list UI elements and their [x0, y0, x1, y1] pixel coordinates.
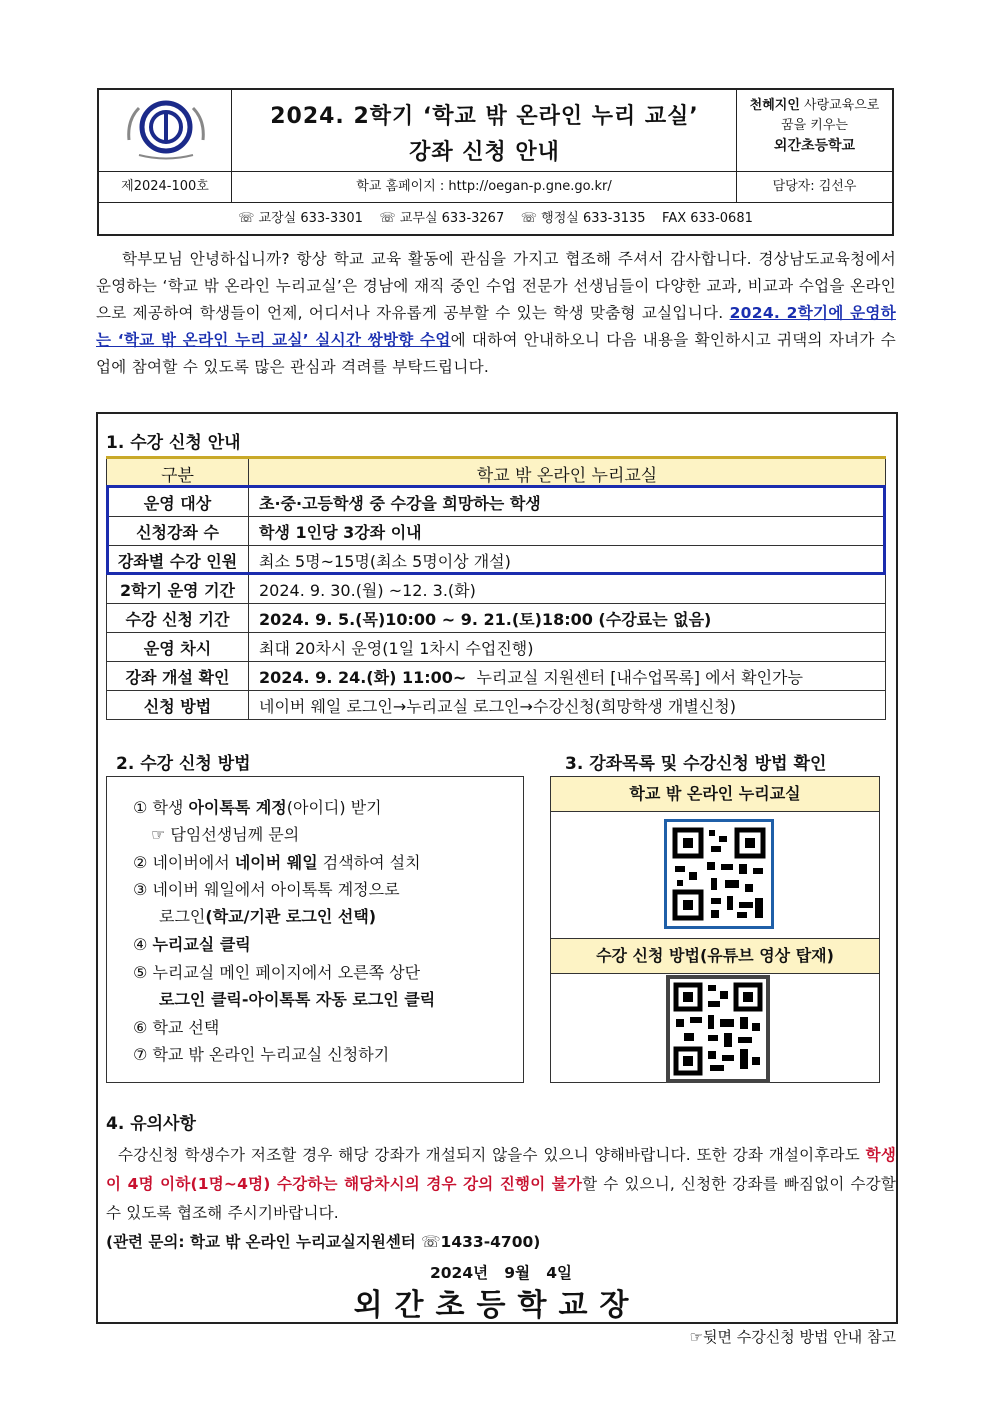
row-value	[249, 662, 886, 691]
doc-number: 제2024-100호	[99, 172, 232, 203]
slogan-rest: 사랑교육으로	[799, 98, 880, 113]
row-key: 신청강좌 수	[107, 517, 249, 546]
manager-name: 담당자: 김선우	[737, 172, 892, 203]
step-text: (아이디) 받기	[286, 798, 382, 817]
step-text-bold: 누리교실 클릭	[152, 935, 251, 954]
step-text: 학생	[152, 798, 189, 817]
step-text: 검색하여 설치	[317, 853, 421, 872]
header-value: 학교 밖 온라인 누리교실	[249, 458, 886, 488]
step-text: 네이버 웨일에서 아이톡톡 계정으로	[152, 880, 400, 899]
row-key: 신청 방법	[107, 691, 249, 720]
qr-pattern-icon	[670, 979, 766, 1079]
step-1	[133, 795, 382, 818]
steps-box	[106, 776, 524, 1083]
section2-title: 2. 수강 신청 방법	[116, 754, 251, 774]
notes-section	[106, 1110, 896, 1288]
step-text: 학교 밖 온라인 누리교실 신청하기	[152, 1045, 390, 1064]
step-number: ⑥	[133, 1018, 148, 1037]
doc-subtitle: 강좌 신청 안내	[409, 140, 560, 165]
row-value: 2024. 9. 30.(월) ~12. 3.(화)	[249, 575, 886, 604]
step-text-bold: 로그인 클릭-아이톡톡 자동 로그인 클릭	[159, 990, 436, 1009]
row-value: 최대 20차시 운영(1일 1차시 수업진행)	[249, 633, 886, 662]
row-key: 운영 대상	[107, 488, 249, 517]
intro-text	[96, 246, 896, 381]
intro-p2: 에 대하여 안내하오니 다음 내용을 확인하시고 귀댁의 자녀가 수업에 참여할 수 있도록 많은 관심과 격려를 부탁드립니다.	[96, 331, 896, 376]
table-row	[107, 691, 886, 720]
row-key: 2학기 운영 기간	[107, 575, 249, 604]
step-5	[133, 960, 420, 983]
doc-title: 2024. 2학기 ‘학교 밖 온라인 누리 교실’	[270, 104, 699, 129]
step-2	[133, 850, 421, 873]
row-value-rest: 누리교실 지원센터 [내수업목록] 에서 확인가능	[466, 667, 803, 687]
row-value: 2024. 9. 5.(목)10:00 ~ 9. 21.(토)18:00 (수강료는 없음)	[249, 604, 886, 633]
logo-cell	[99, 90, 232, 172]
phone-numbers: ☏ 교장실 633-3301 ☏ 교무실 633-3267 ☏ 행정실 633-3135 FAX 633-0681	[238, 211, 753, 226]
title-cell	[232, 90, 737, 172]
row-value-bold: 2024. 9. 24.(화) 11:00~	[259, 667, 467, 687]
step-number: ③	[133, 880, 148, 899]
slogan-cell	[737, 90, 892, 172]
step-text: 학교 선택	[152, 1018, 220, 1037]
table-row	[107, 662, 886, 691]
section4-title: 4. 유의사항	[106, 1114, 196, 1134]
principal-signature: 외간초등학교장	[353, 1288, 641, 1323]
row-key: 수강 신청 기간	[107, 604, 249, 633]
row-value: 학생 1인당 3강좌 이내	[249, 517, 886, 546]
table-row	[107, 575, 886, 604]
step-number: ⑤	[133, 963, 148, 982]
qr1-label[interactable]: 학교 밖 온라인 누리교실	[551, 777, 879, 812]
row-value: 초·중·고등학생 중 수강을 희망하는 학생	[249, 488, 886, 517]
highlight-outline	[106, 485, 886, 575]
step-number: ②	[133, 853, 148, 872]
step-7	[133, 1042, 389, 1065]
step-text: 네이버에서	[152, 853, 235, 872]
step-text-bold: (학교/기관 로그인 선택)	[205, 907, 377, 926]
row-key: 운영 차시	[107, 633, 249, 662]
row-key: 강좌 개설 확인	[107, 662, 249, 691]
slogan-bold: 천혜지인	[749, 98, 800, 113]
header-key: 구분	[107, 458, 249, 488]
intro-highlight: 2024. 2학기에 운영하는 ‘학교 밖 온라인 누리 교실’ 실시간 쌍방향 수업	[96, 304, 896, 349]
step-5-line2	[159, 987, 435, 1010]
qr-code-youtube-icon[interactable]	[666, 975, 770, 1083]
step-number: ⑦	[133, 1045, 148, 1064]
step-3	[133, 877, 400, 900]
notes-text-b: 할 수 있으니, 신청한 강좌를 빠짐없이 수강할 수 있도록 협조해 주시기바랍니다.	[106, 1175, 896, 1222]
table-row	[107, 633, 886, 662]
step-text-bold: 네이버 웨일	[234, 853, 318, 872]
contact-info: (관련 문의: 학교 밖 온라인 누리교실지원센터 ☏1433-4700)	[106, 1233, 541, 1251]
step-text: 로그인	[159, 907, 206, 926]
qr2-label[interactable]: 수강 신청 방법(유튜브 영상 탑재)	[551, 938, 879, 974]
step-number: ①	[133, 798, 148, 817]
qr-box	[550, 776, 880, 1083]
issue-date: 2024년 9월 4일	[429, 1264, 572, 1282]
notes-warning: 학생이 4명 이하(1명~4명) 수강하는 해당차시의 경우 강의 진행이 불가	[106, 1146, 896, 1193]
row-key: 강좌별 수강 인원	[107, 546, 249, 575]
step-text-bold: 아이톡톡 계정	[188, 798, 287, 817]
qr-code-nuri-icon[interactable]	[664, 819, 774, 929]
qr-pattern-icon	[667, 822, 771, 926]
step-4	[133, 932, 251, 955]
school-logo-icon	[99, 90, 232, 172]
section1-title: 1. 수강 신청 안내	[106, 433, 241, 453]
header-table	[97, 88, 894, 236]
homepage-url: 학교 홈페이지 : http://oegan-p.gne.go.kr/	[232, 172, 737, 203]
table-row	[107, 604, 886, 633]
section3-title: 3. 강좌목록 및 수강신청 방법 확인	[565, 754, 827, 774]
step-3-line2	[159, 904, 376, 927]
school-name: 외간초등학교	[773, 138, 856, 154]
footnote: ☞뒷면 수강신청 방법 안내 참고	[689, 1328, 896, 1346]
step-6	[133, 1015, 219, 1038]
notes-text	[106, 1141, 896, 1228]
table-header-row	[107, 458, 886, 488]
slogan-line2: 꿈을 키우는	[781, 118, 848, 133]
row-value: 네이버 웨일 로그인→누리교실 로그인→수강신청(희망학생 개별신청)	[249, 691, 886, 720]
step-text: 누리교실 메인 페이지에서 오른쪽 상단	[152, 963, 421, 982]
step-1-sub: ☞ 담임선생님께 문의	[151, 825, 300, 844]
notes-text-a: 수강신청 학생수가 저조할 경우 해당 강좌가 개설되지 않을수 있으니 양해바랍니다. 또한 강좌 개설이후라도	[118, 1146, 866, 1164]
intro-p1: 학부모님 안녕하십니까? 항상 학교 교육 활동에 관심을 가지고 협조해 주셔서 감사합니다. 경상남도교육청에서 운영하는 ‘학교 밖 온라인 누리교실’은 경남에 재직 중인 수업 전문가 선생님들이 다양한 교과, 비교과 수업을 온라인으로 제공하여 학생들이 언제, 어디서나 자유롭게 공부할 수 있는 학생 맞춤형 교실입니다.	[96, 250, 896, 322]
step-number: ④	[133, 935, 148, 954]
row-value: 최소 5명~15명(최소 5명이상 개설)	[249, 546, 886, 575]
